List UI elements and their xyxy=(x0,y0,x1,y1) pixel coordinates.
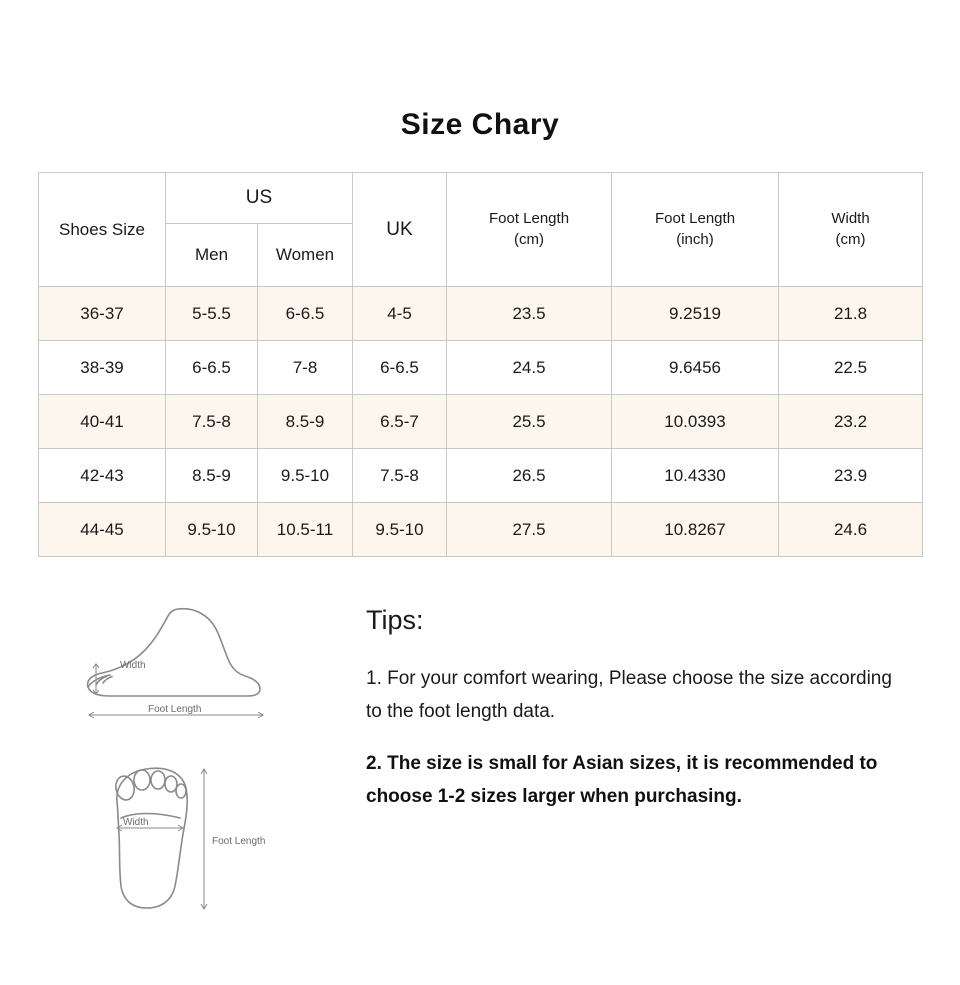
table-row xyxy=(39,341,923,395)
cell-us-women: 7-8 xyxy=(258,341,353,395)
cell-us-men: 8.5-9 xyxy=(166,449,258,503)
header-width-cm-line1: Width xyxy=(831,210,870,228)
cell-us-women: 10.5-11 xyxy=(258,503,353,557)
top-view-foot-length-label: Foot Length xyxy=(212,836,266,847)
header-foot-length-inch xyxy=(612,173,779,287)
cell-width-cm: 23.9 xyxy=(779,449,923,503)
table-body xyxy=(39,287,923,557)
cell-width-cm: 23.2 xyxy=(779,395,923,449)
header-width-cm-line2: (cm) xyxy=(835,230,866,248)
table-row xyxy=(39,395,923,449)
foot-side-view-diagram xyxy=(76,601,276,726)
cell-uk: 6.5-7 xyxy=(353,395,447,449)
size-table-container xyxy=(38,172,922,557)
page-title: Size Chary xyxy=(400,108,560,141)
tip-item-1: 1. For your comfort wearing, Please choose the size according to the foot length data. xyxy=(366,668,892,723)
tips-heading: Tips: xyxy=(366,605,424,635)
cell-us-women: 9.5-10 xyxy=(258,449,353,503)
figure-column xyxy=(76,593,344,915)
header-foot-length-inch-line1: Foot Length xyxy=(654,210,736,228)
cell-foot-length-inch: 10.8267 xyxy=(612,503,779,557)
cell-uk: 7.5-8 xyxy=(353,449,447,503)
cell-us-men: 9.5-10 xyxy=(166,503,258,557)
cell-shoes-size: 40-41 xyxy=(39,395,166,449)
tip-item-2: 2. The size is small for Asian sizes, it is recommended to choose 1-2 sizes larger when purchasing. xyxy=(366,752,878,807)
top-view-width-label: Width xyxy=(123,817,149,828)
side-view-width-label: Width xyxy=(120,660,146,671)
cell-foot-length-cm: 25.5 xyxy=(447,395,612,449)
header-uk: UK xyxy=(353,173,447,287)
header-us: US xyxy=(166,173,353,224)
cell-shoes-size: 42-43 xyxy=(39,449,166,503)
cell-uk: 6-6.5 xyxy=(353,341,447,395)
cell-width-cm: 24.6 xyxy=(779,503,923,557)
cell-shoes-size: 36-37 xyxy=(39,287,166,341)
table-row xyxy=(39,503,923,557)
header-shoes-size: Shoes Size xyxy=(39,173,166,287)
measurement-guide-section xyxy=(0,593,960,915)
header-us-men: Men xyxy=(166,224,258,287)
cell-us-men: 7.5-8 xyxy=(166,395,258,449)
cell-us-men: 5-5.5 xyxy=(166,287,258,341)
cell-foot-length-cm: 23.5 xyxy=(447,287,612,341)
cell-foot-length-inch: 9.2519 xyxy=(612,287,779,341)
header-foot-length-inch-line2: (inch) xyxy=(676,230,714,248)
header-foot-length-cm-line2: (cm) xyxy=(514,230,544,248)
side-view-foot-length-label: Foot Length xyxy=(148,704,202,715)
cell-width-cm: 22.5 xyxy=(779,341,923,395)
cell-foot-length-cm: 26.5 xyxy=(447,449,612,503)
cell-uk: 4-5 xyxy=(353,287,447,341)
cell-foot-length-cm: 24.5 xyxy=(447,341,612,395)
cell-foot-length-cm: 27.5 xyxy=(447,503,612,557)
header-width-cm xyxy=(779,173,923,287)
table-row xyxy=(39,287,923,341)
foot-top-view-diagram xyxy=(90,760,290,915)
cell-us-men: 6-6.5 xyxy=(166,341,258,395)
header-us-women: Women xyxy=(258,224,353,287)
cell-foot-length-inch: 9.6456 xyxy=(612,341,779,395)
cell-us-women: 8.5-9 xyxy=(258,395,353,449)
header-foot-length-cm xyxy=(447,173,612,287)
cell-width-cm: 21.8 xyxy=(779,287,923,341)
size-table xyxy=(38,172,923,557)
cell-foot-length-inch: 10.4330 xyxy=(612,449,779,503)
header-foot-length-cm-line1: Foot Length xyxy=(488,210,570,228)
cell-shoes-size: 44-45 xyxy=(39,503,166,557)
cell-shoes-size: 38-39 xyxy=(39,341,166,395)
tips-column xyxy=(344,593,960,915)
table-header xyxy=(39,173,923,287)
cell-us-women: 6-6.5 xyxy=(258,287,353,341)
table-header-row-1 xyxy=(39,173,923,224)
table-row xyxy=(39,449,923,503)
cell-uk: 9.5-10 xyxy=(353,503,447,557)
cell-foot-length-inch: 10.0393 xyxy=(612,395,779,449)
